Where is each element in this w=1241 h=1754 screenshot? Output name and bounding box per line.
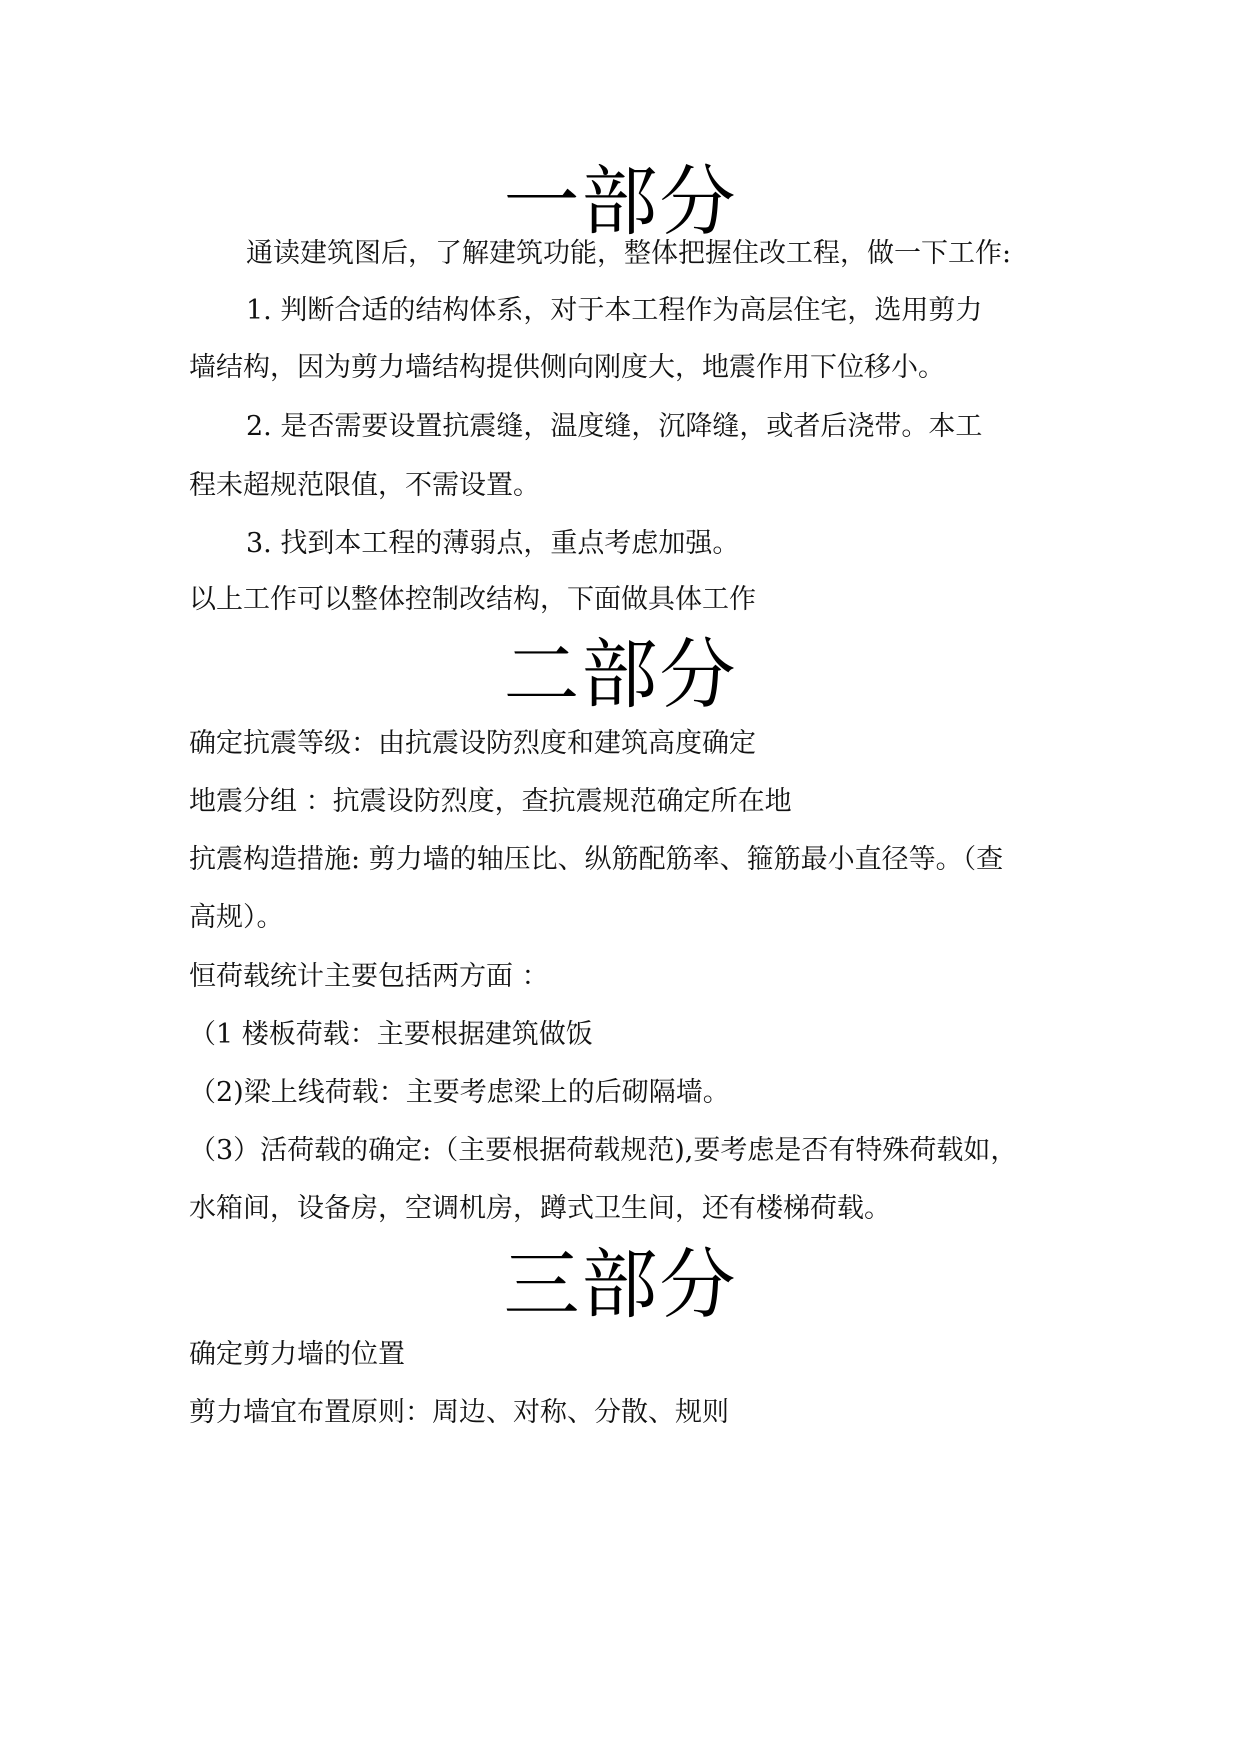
item-1-line-2: 墙结构，因为剪力墙结构提供侧向刚度大，地震作用下位移小。 <box>189 352 945 383</box>
item-2-line-2: 程未超规范限值，不需设置。 <box>189 470 540 501</box>
section-1-intro: 通读建筑图后，了解建筑功能，整体把握住改工程，做一下工作: <box>246 238 1012 269</box>
section-2-p7-line-1: （3）活荷载的确定:（主要根据荷载规范),要考虑是否有特殊荷载如， <box>189 1135 1018 1166</box>
section-2-p7-line-2: 水箱间，设备房，空调机房，蹲式卫生间，还有楼梯荷载。 <box>189 1193 891 1224</box>
section-2-p3-line-2: 高规）。 <box>189 902 284 933</box>
section-3-p1: 确定剪力墙的位置 <box>189 1339 405 1370</box>
section-3-p2: 剪力墙宜布置原则：周边、对称、分散、规则 <box>189 1397 729 1428</box>
section-3-heading: 三部分 <box>503 1240 738 1329</box>
section-2-p4: 恒荷载统计主要包括两方面 ： <box>189 961 549 992</box>
item-1-line-1: 1. 判断合适的结构体系，对于本工程作为高层住宅，选用剪力 <box>246 295 983 326</box>
section-2-p2: 地震分组 ：抗震设防烈度，查抗震规范确定所在地 <box>189 786 792 817</box>
section-2-p6: （2)梁上线荷载：主要考虑梁上的后砌隔墙。 <box>189 1077 730 1108</box>
section-2-p5: （1 楼板荷载：主要根据建筑做饭 <box>189 1019 593 1050</box>
section-2-heading: 二部分 <box>503 630 738 719</box>
item-2-line-1: 2. 是否需要设置抗震缝，温度缝，沉降缝，或者后浇带。本工 <box>246 411 983 442</box>
section-2-p1: 确定抗震等级：由抗震设防烈度和建筑高度确定 <box>189 728 756 759</box>
section-1-summary: 以上工作可以整体控制改结构，下面做具体工作 <box>189 584 756 615</box>
item-3: 3. 找到本工程的薄弱点，重点考虑加强。 <box>246 528 740 559</box>
section-2-p3-line-1: 抗震构造措施: 剪力墙的轴压比、纵筋配筋率、箍筋最小直径等。（查 <box>189 844 1004 875</box>
section-1-heading: 一部分 <box>503 157 738 246</box>
